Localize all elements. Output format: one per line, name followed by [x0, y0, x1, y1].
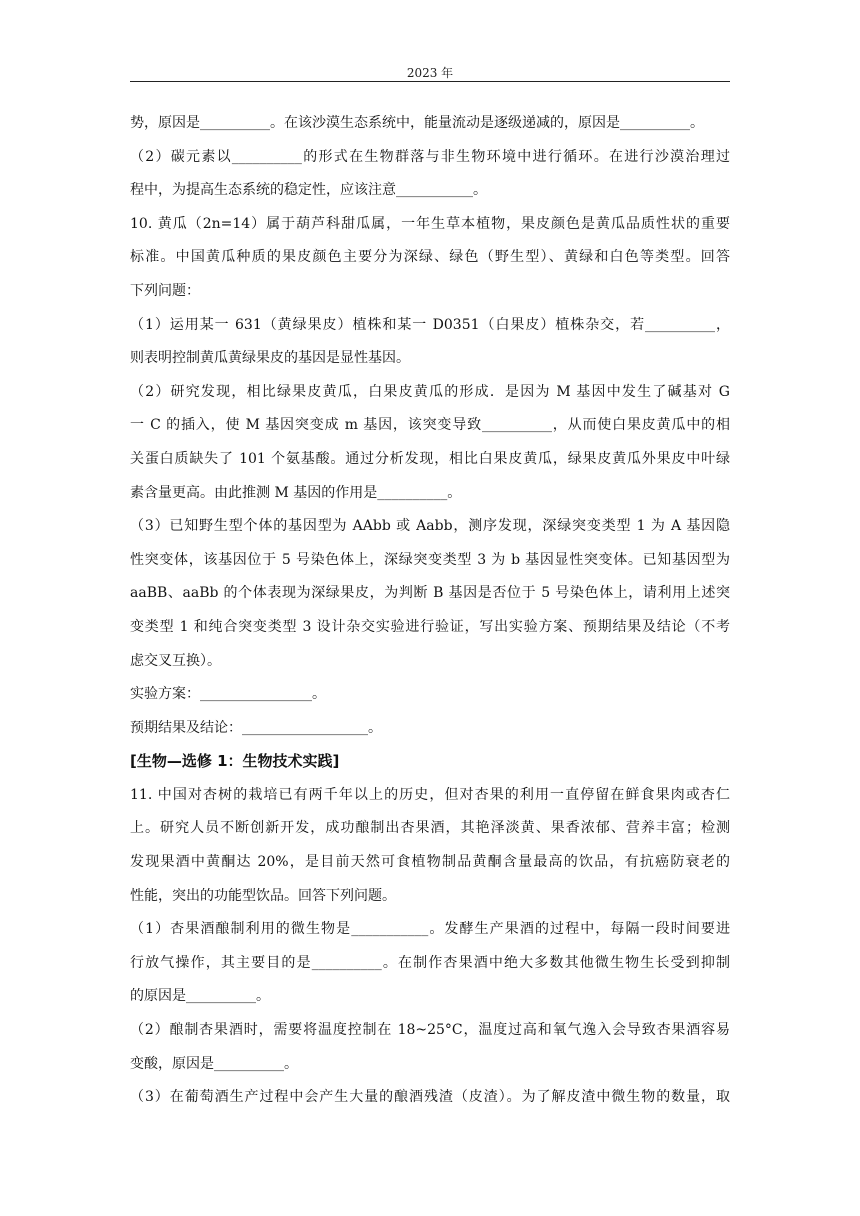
text-line: 标准。中国黄瓜种质的果皮颜色主要分为深绿、绿色（野生型）、黄绿和白色等类型。回答	[130, 249, 730, 266]
text-line: （2）酿制杏果酒时，需要将温度控制在 18~25°C，温度过高和氧气逸入会导致杏果酒容易	[130, 1022, 730, 1039]
text-line: （3）已知野生型个体的基因型为 AAbb 或 Aabb，测序发现，深绿突变类型 1 为 A 基因隐	[130, 518, 730, 535]
header-divider	[130, 81, 730, 82]
experiment-plan-line: 实验方案：________________。	[130, 686, 326, 703]
text-line: 素含量更高。由此推测 M 基因的作用是__________。	[130, 484, 462, 501]
text-line: （3）在葡萄酒生产过程中会产生大量的酿酒残渣（皮渣）。为了解皮渣中微生物的数量，取	[130, 1089, 730, 1106]
text-line: 的原因是__________。	[130, 988, 270, 1005]
text-line: （2）碳元素以__________的形式在生物群落与非生物环境中进行循环。在进行沙漠治理过	[130, 148, 730, 165]
expected-result-line: 预期结果及结论：__________________。	[130, 719, 382, 736]
text-line: 则表明控制黄瓜黄绿果皮的基因是显性基因。	[130, 350, 410, 367]
text-line: （2）研究发现，相比绿果皮黄瓜，白果皮黄瓜的形成．是因为 M 基因中发生了碱基对 G	[130, 383, 730, 400]
text-line: 上。研究人员不断创新开发，成功酿制出杏果酒，其艳泽淡黄、果香浓郁、营养丰富；检测	[130, 820, 730, 837]
question-11-start: 11. 中国对杏树的栽培已有两千年以上的历史，但对杏果的利用一直停留在鲜食果肉或杏仁	[130, 786, 730, 803]
text-line: 变类型 1 和纯合突变类型 3 设计杂交实验进行验证，写出实验方案、预期结果及结论（不考	[130, 618, 730, 635]
text-line: 下列问题：	[130, 282, 200, 299]
text-line: 性能，突出的功能型饮品。回答下列问题。	[130, 887, 396, 904]
text-line: 发现果酒中黄酮达 20%，是目前天然可食植物制品黄酮含量最高的饮品，有抗癌防衰老的	[130, 854, 730, 871]
text-line: 势，原因是__________。在该沙漠生态系统中，能量流动是逐级递减的，原因是__________。	[130, 115, 704, 131]
text-line: 程中，为提高生态系统的稳定性，应该注意___________。	[130, 182, 487, 199]
text-line: （1）杏果酒酿制利用的微生物是___________。发酵生产果酒的过程中，每隔一段时间要进	[130, 921, 730, 938]
text-line: 关蛋白质缺失了 101 个氨基酸。通过分析发现，相比白果皮黄瓜，绿果皮黄瓜外果皮中叶绿	[130, 450, 730, 467]
text-line: 变酸，原因是__________。	[130, 1055, 298, 1072]
text-line: aaBB、aaBb 的个体表现为深绿果皮，为判断 B 基因是否位于 5 号染色体上，请利用上述突	[130, 585, 730, 602]
text-line: 一 C 的插入，使 M 基因突变成 m 基因，该突变导致__________，从而使白果皮黄瓜中的相	[130, 417, 730, 434]
text-line: （1）运用某一 631（黄绿果皮）植株和某一 D0351（白果皮）植株杂交，若__________，	[130, 316, 730, 333]
text-line: 虑交叉互换）。	[130, 652, 221, 669]
text-line: 性突变体，该基因位于 5 号染色体上，深绿突变类型 3 为 b 基因显性突变体。已知基因型为	[130, 551, 730, 568]
text-line: 行放气操作，其主要目的是__________。在制作杏果酒中绝大多数其他微生物生长受到抑制	[130, 954, 730, 971]
document-body	[130, 107, 730, 1115]
section-heading: [生物—选修 1：生物技术实践]	[130, 752, 340, 771]
page-header-year: 2023 年	[406, 66, 454, 80]
question-10-start: 10. 黄瓜（2n=14）属于葫芦科甜瓜属，一年生草本植物，果皮颜色是黄瓜品质性状的重要	[130, 215, 730, 232]
